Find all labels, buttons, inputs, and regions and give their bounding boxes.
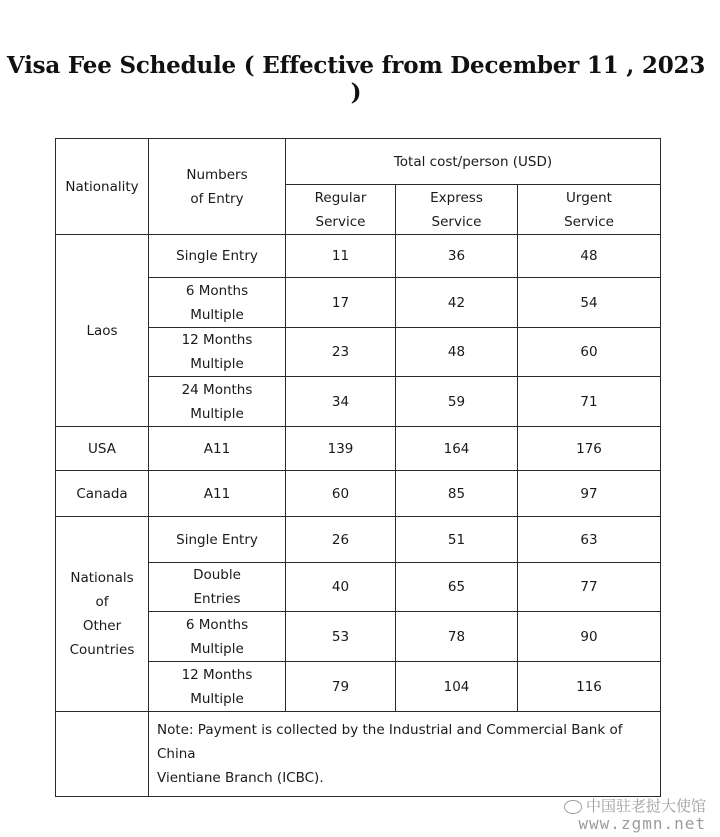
header-urgent (518, 185, 661, 235)
express-fee: 42 (396, 278, 518, 328)
urgent-fee: 63 (518, 517, 661, 563)
regular-fee: 17 (286, 278, 396, 328)
regular-fee: 40 (286, 563, 396, 612)
header-entry-line1: Numbers (186, 166, 248, 183)
entry-line2: Multiple (190, 356, 244, 372)
entry-cell (149, 278, 286, 328)
urgent-fee: 77 (518, 563, 661, 612)
watermark-account (564, 797, 706, 815)
note-row (56, 712, 661, 797)
payment-note (149, 712, 661, 797)
entry-cell: A11 (149, 471, 286, 517)
urgent-fee: 116 (518, 662, 661, 712)
header-nationality: Nationality (56, 139, 149, 235)
nationality-line3: Other (82, 618, 122, 634)
urgent-fee: 54 (518, 278, 661, 328)
header-total-cost: Total cost/person (USD) (286, 139, 661, 185)
table-row (56, 471, 661, 517)
express-fee: 36 (396, 235, 518, 278)
header-regular-line2: Service (315, 213, 366, 230)
entry-line1: Double (193, 567, 241, 583)
header-regular-line1: Regular (314, 189, 367, 206)
watermark (564, 797, 706, 833)
express-fee: 51 (396, 517, 518, 563)
entry-line1: 6 Months (185, 282, 249, 299)
table-row (56, 235, 661, 278)
note-line2: Vientiane Branch (ICBC). (157, 770, 324, 786)
regular-fee: 139 (286, 427, 396, 471)
header-express (396, 185, 518, 235)
page-title: Visa Fee Schedule ( Effective from December 11 , 2023 ) (6, 52, 706, 106)
nationality-cell: Canada (56, 471, 149, 517)
header-numbers-of-entry (149, 139, 286, 235)
watermark-url: www.zgmn.net (578, 814, 706, 833)
header-regular (286, 185, 396, 235)
visa-fee-table (55, 138, 661, 797)
entry-line2: Multiple (190, 306, 244, 323)
note-empty-cell (56, 712, 149, 797)
express-fee: 164 (396, 427, 518, 471)
table-row (56, 517, 661, 563)
nationality-line2: of (95, 594, 109, 610)
header-urgent-line1: Urgent (566, 189, 612, 206)
urgent-fee: 60 (518, 328, 661, 377)
regular-fee: 79 (286, 662, 396, 712)
entry-line1: 24 Months (181, 381, 253, 398)
entry-cell (149, 662, 286, 712)
note-line1: Note: Payment is collected by the Industrial and Commercial Bank of China (157, 722, 623, 762)
urgent-fee: 176 (518, 427, 661, 471)
express-fee: 59 (396, 377, 518, 427)
regular-fee: 60 (286, 471, 396, 517)
entry-cell (149, 328, 286, 377)
express-fee: 104 (396, 662, 518, 712)
watermark-account-name: 中国驻老挝大使馆 (585, 797, 706, 815)
header-row-1 (56, 139, 661, 185)
entry-cell: Single Entry (149, 235, 286, 278)
header-entry-line2: of Entry (190, 190, 244, 207)
entry-line2: Multiple (190, 690, 244, 707)
nationality-cell (56, 517, 149, 712)
wechat-icon (564, 800, 582, 814)
urgent-fee: 71 (518, 377, 661, 427)
entry-line2: Multiple (190, 640, 244, 657)
urgent-fee: 48 (518, 235, 661, 278)
regular-fee: 11 (286, 235, 396, 278)
regular-fee: 34 (286, 377, 396, 427)
entry-cell: Single Entry (149, 517, 286, 563)
urgent-fee: 90 (518, 612, 661, 662)
nationality-cell: USA (56, 427, 149, 471)
table-row (56, 427, 661, 471)
nationality-line4: Countries (69, 642, 135, 658)
express-fee: 78 (396, 612, 518, 662)
entry-cell (149, 612, 286, 662)
express-fee: 85 (396, 471, 518, 517)
header-express-line2: Service (431, 213, 482, 230)
entry-line1: 6 Months (185, 616, 249, 633)
urgent-fee: 97 (518, 471, 661, 517)
entry-line2: Entries (193, 591, 241, 607)
entry-line2: Multiple (190, 405, 244, 422)
regular-fee: 23 (286, 328, 396, 377)
nationality-cell: Laos (56, 235, 149, 427)
entry-line1: 12 Months (181, 332, 253, 348)
regular-fee: 53 (286, 612, 396, 662)
express-fee: 65 (396, 563, 518, 612)
header-express-line1: Express (430, 189, 483, 206)
entry-cell: A11 (149, 427, 286, 471)
express-fee: 48 (396, 328, 518, 377)
header-urgent-line2: Service (564, 213, 614, 230)
entry-line1: 12 Months (181, 666, 253, 683)
nationality-line1: Nationals (70, 570, 134, 586)
entry-cell (149, 377, 286, 427)
entry-cell (149, 563, 286, 612)
regular-fee: 26 (286, 517, 396, 563)
